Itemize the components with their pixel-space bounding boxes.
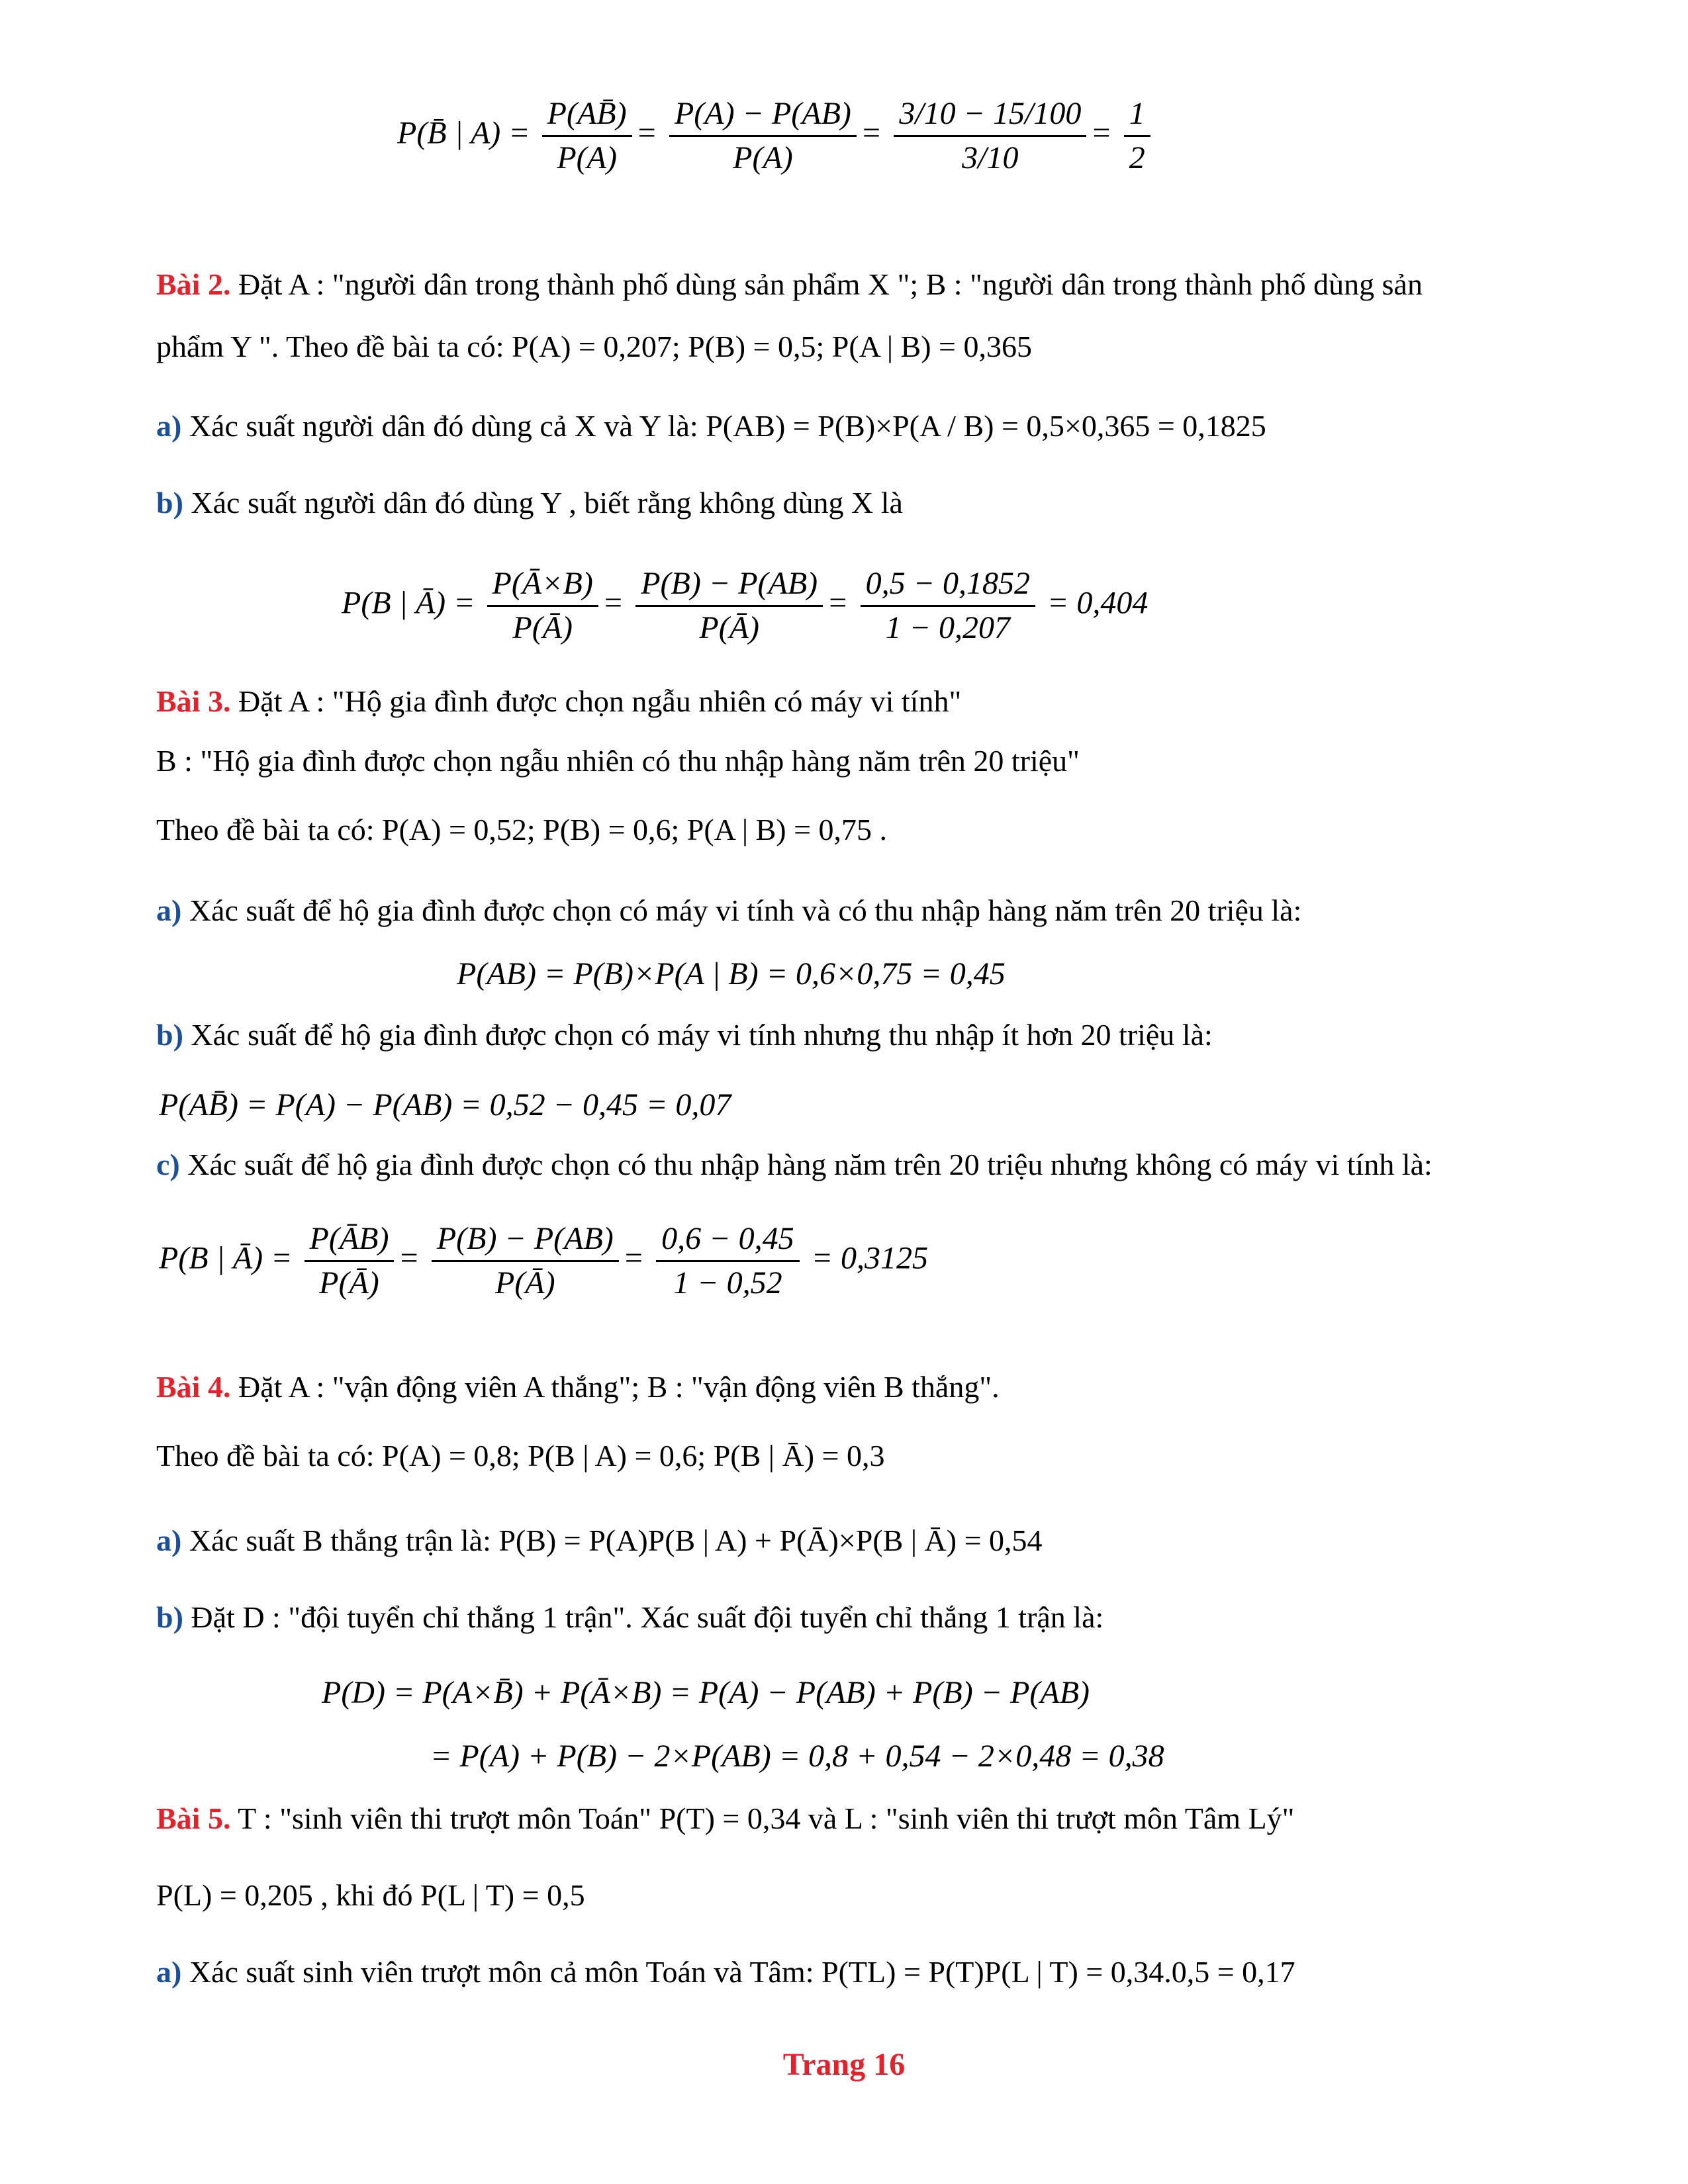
bai3-line2: B : "Hộ gia đình được chọn ngẫu nhiên có thu nhập hàng năm trên 20 triệu" bbox=[156, 744, 1080, 778]
bai4-b-formula2: = P(A) + P(B) − 2×P(AB) = 0,8 + 0,54 − 2×0,48 = 0,38 bbox=[430, 1739, 1164, 1774]
bai3-line3: Theo đề bài ta có: P(A) = 0,52; P(B) = 0,6; P(A | B) = 0,75 . bbox=[156, 813, 888, 846]
bai3-a-formula: P(AB) = P(B)×P(A | B) = 0,6×0,75 = 0,45 bbox=[457, 956, 1006, 991]
page-number: Trang 16 bbox=[782, 2047, 906, 2082]
bai2-line1: Bài 2. Đặt A : "người dân trong thành phố dùng sản phẩm X "; B : "người dân trong thành phố dùng sản bbox=[156, 267, 1423, 301]
bai3-b: b) Xác suất để hộ gia đình được chọn có máy vi tính nhưng thu nhập ít hơn 20 triệu là: bbox=[156, 1018, 1213, 1052]
bai4-heading: Bài 4. bbox=[156, 1370, 231, 1404]
bai2-b: b) Xác suất người dân đó dùng Y , biết rằng không dùng X là bbox=[156, 486, 903, 520]
bai2-heading: Bài 2. bbox=[156, 267, 231, 301]
fraction: $\frac{P(Ā\times B)}{P(Ā)}$ bbox=[487, 563, 598, 649]
bai4-a: a) Xác suất B thắng trận là: P(B) = P(A)P(B | A) + P(Ā)×P(B | Ā) = 0,54 bbox=[156, 1524, 1043, 1557]
bai4-b: b) Đặt D : "đội tuyển chỉ thắng 1 trận". Xác suất đội tuyển chỉ thắng 1 trận là: bbox=[156, 1600, 1104, 1634]
bai4-line2: Theo đề bài ta có: P(A) = 0,8; P(B | A) = 0,6; P(B | Ā) = 0,3 bbox=[156, 1439, 885, 1473]
bai3-line1: Bài 3. Đặt A : "Hộ gia đình được chọn ngẫu nhiên có máy vi tính" bbox=[156, 684, 962, 718]
fraction: $\frac{3/10 - 15/100}{3/10}$ bbox=[894, 93, 1086, 179]
bai2-b-formula: P(B | Ā) = $\frac{P(Ā\times B)}{P(Ā)}$ = $\frac{P(B) - P(AB)}{P(Ā)}$ = $\frac{0,5 - 0,1852}{1 - 0,207}$ = 0,404 bbox=[342, 563, 1148, 649]
bai5-line2: P(L) = 0,205 , khi đó P(L | T) = 0,5 bbox=[156, 1878, 585, 1912]
fraction: $\frac{P(ĀB)}{P(Ā)}$ bbox=[305, 1218, 395, 1304]
fraction: $\frac{P(B) - P(AB)}{P(Ā)}$ bbox=[635, 563, 823, 649]
fraction: $\frac{0,5 - 0,1852}{1 - 0,207}$ bbox=[861, 563, 1035, 649]
bai5-heading: Bài 5. bbox=[156, 1801, 231, 1835]
bai3-b-formula: P(AB̄) = P(A) − P(AB) = 0,52 − 0,45 = 0,07 bbox=[159, 1087, 731, 1122]
fraction: $\frac{P(A) - P(AB)}{P(A)}$ bbox=[669, 93, 857, 179]
bai3-c-formula: P(B | Ā) = $\frac{P(ĀB)}{P(Ā)}$ = $\frac{P(B) - P(AB)}{P(Ā)}$ = $\frac{0,6 - 0,45}{1 - 0,52}$ = 0,3125 bbox=[159, 1218, 928, 1304]
bai5-a: a) Xác suất sinh viên trượt môn cả môn Toán và Tâm: P(TL) = P(T)P(L | T) = 0,34.0,5 = 0,17 bbox=[156, 1955, 1295, 1989]
bai3-a: a) Xác suất để hộ gia đình được chọn có máy vi tính và có thu nhập hàng năm trên 20 triệu là: bbox=[156, 893, 1302, 927]
fraction: $\frac{0,6 - 0,45}{1 - 0,52}$ bbox=[656, 1218, 799, 1304]
bai4-line1: Bài 4. Đặt A : "vận động viên A thắng"; B : "vận động viên B thắng". bbox=[156, 1370, 1000, 1404]
bai3-c: c) Xác suất để hộ gia đình được chọn có thu nhập hàng năm trên 20 triệu nhưng không có máy vi tính là: bbox=[156, 1148, 1432, 1181]
bai2-line2: phẩm Y ". Theo đề bài ta có: P(A) = 0,207; P(B) = 0,5; P(A | B) = 0,365 bbox=[156, 330, 1032, 363]
formula-top: P(B̄ | A) = $\frac{P(AB̄)}{P(A)}$ = $\frac{P(A) - P(AB)}{P(A)}$ = $\frac{3/10 - 15/100}{3/10}$ = $\frac{1}{2}$ bbox=[397, 93, 1154, 179]
fraction: $\frac{1}{2}$ bbox=[1124, 93, 1150, 179]
bai4-b-formula1: P(D) = P(A×B̄) + P(Ā×B) = P(A) − P(AB) + P(B) − P(AB) bbox=[322, 1675, 1090, 1710]
fraction: $\frac{P(AB̄)}{P(A)}$ bbox=[542, 93, 632, 179]
fraction: $\frac{P(B) - P(AB)}{P(Ā)}$ bbox=[432, 1218, 619, 1304]
bai3-heading: Bài 3. bbox=[156, 684, 231, 718]
bai2-a: a) Xác suất người dân đó dùng cả X và Y là: P(AB) = P(B)×P(A / B) = 0,5×0,365 = 0,1825 bbox=[156, 409, 1266, 443]
bai5-line1: Bài 5. T : "sinh viên thi trượt môn Toán" P(T) = 0,34 và L : "sinh viên thi trượt môn Tâm Lý" bbox=[156, 1801, 1295, 1835]
formula-top-lhs: P(B̄ | A) = bbox=[397, 115, 530, 151]
